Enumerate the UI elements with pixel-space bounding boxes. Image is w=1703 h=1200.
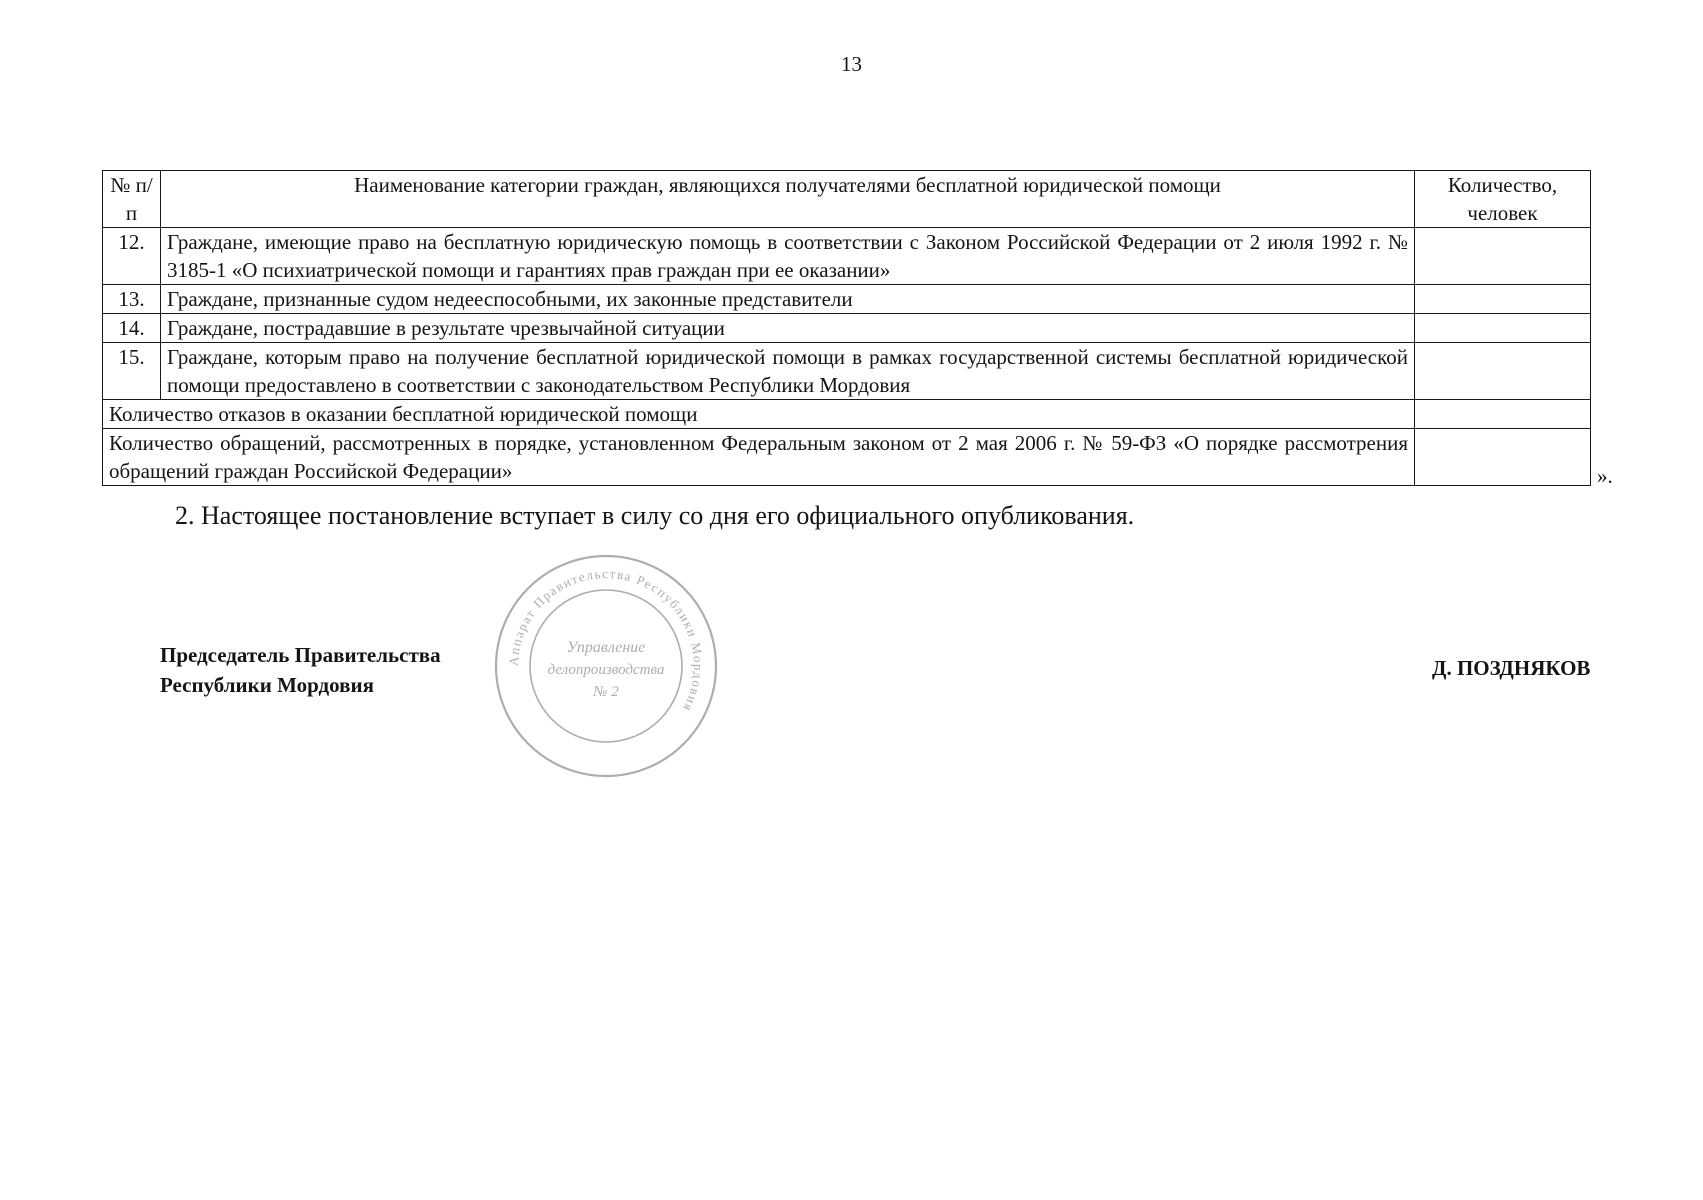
table-header-row [103,171,1591,228]
summary-row-refusals [103,400,1591,429]
official-seal [492,552,720,780]
row-quantity [1415,285,1591,314]
summary-quantity [1415,400,1591,429]
row-number: 13. [103,285,161,314]
table-row [103,228,1591,285]
table-row [103,285,1591,314]
row-number: 12. [103,228,161,285]
row-category-name: Граждане, которым право на получение бесплатной юридической помощи в рамках государственной системы бесплатной юридической помощи предоставлено в соответствии с законодательством Республики Мордовия [161,343,1415,400]
row-quantity [1415,343,1591,400]
row-category-name: Граждане, признанные судом недееспособными, их законные представители [161,285,1415,314]
summary-label: Количество обращений, рассмотренных в порядке, установленном Федеральным законом от 2 мая 2006 г. № 59-ФЗ «О порядке рассмотрения обращений граждан Российской Федерации» [103,429,1415,486]
row-quantity [1415,228,1591,285]
summary-row-appeals [103,429,1591,486]
closing-quote: ». [1597,464,1613,488]
row-number: 14. [103,314,161,343]
effective-date-paragraph: 2. Настоящее постановление вступает в силу со дня его официального опубликования. [175,501,1135,530]
signer-name: Д. ПОЗДНЯКОВ [1432,656,1591,680]
header-category-name: Наименование категории граждан, являющихся получателями бесплатной юридической помощи [161,171,1415,228]
table-row [103,314,1591,343]
header-number: № п/п [103,171,161,228]
summary-quantity [1415,429,1591,486]
row-category-name: Граждане, пострадавшие в результате чрезвычайной ситуации [161,314,1415,343]
row-category-name: Граждане, имеющие право на бесплатную юридическую помощь в соответствии с Законом Российской Федерации от 2 июля 1992 г. № 3185-1 «О психиатрической помощи и гарантиях прав граждан при ее оказании» [161,228,1415,285]
summary-label: Количество отказов в оказании бесплатной юридической помощи [103,400,1415,429]
seal-center-line: делопроизводства [547,662,665,678]
page-number: 13 [841,52,862,76]
signer-title-line: Председатель Правительства [160,643,441,667]
seal-center-line: Управление [566,639,646,656]
recipients-table [102,170,1591,486]
row-number: 15. [103,343,161,400]
header-quantity: Количество, человек [1415,171,1591,228]
signer-title-line: Республики Мордовия [160,673,374,697]
row-quantity [1415,314,1591,343]
seal-center-line: № 2 [593,684,619,700]
seal-ring-text-path: Аппарат Правительства Республики Мордовия [505,565,707,716]
signer-title [160,640,441,700]
table-row [103,343,1591,400]
